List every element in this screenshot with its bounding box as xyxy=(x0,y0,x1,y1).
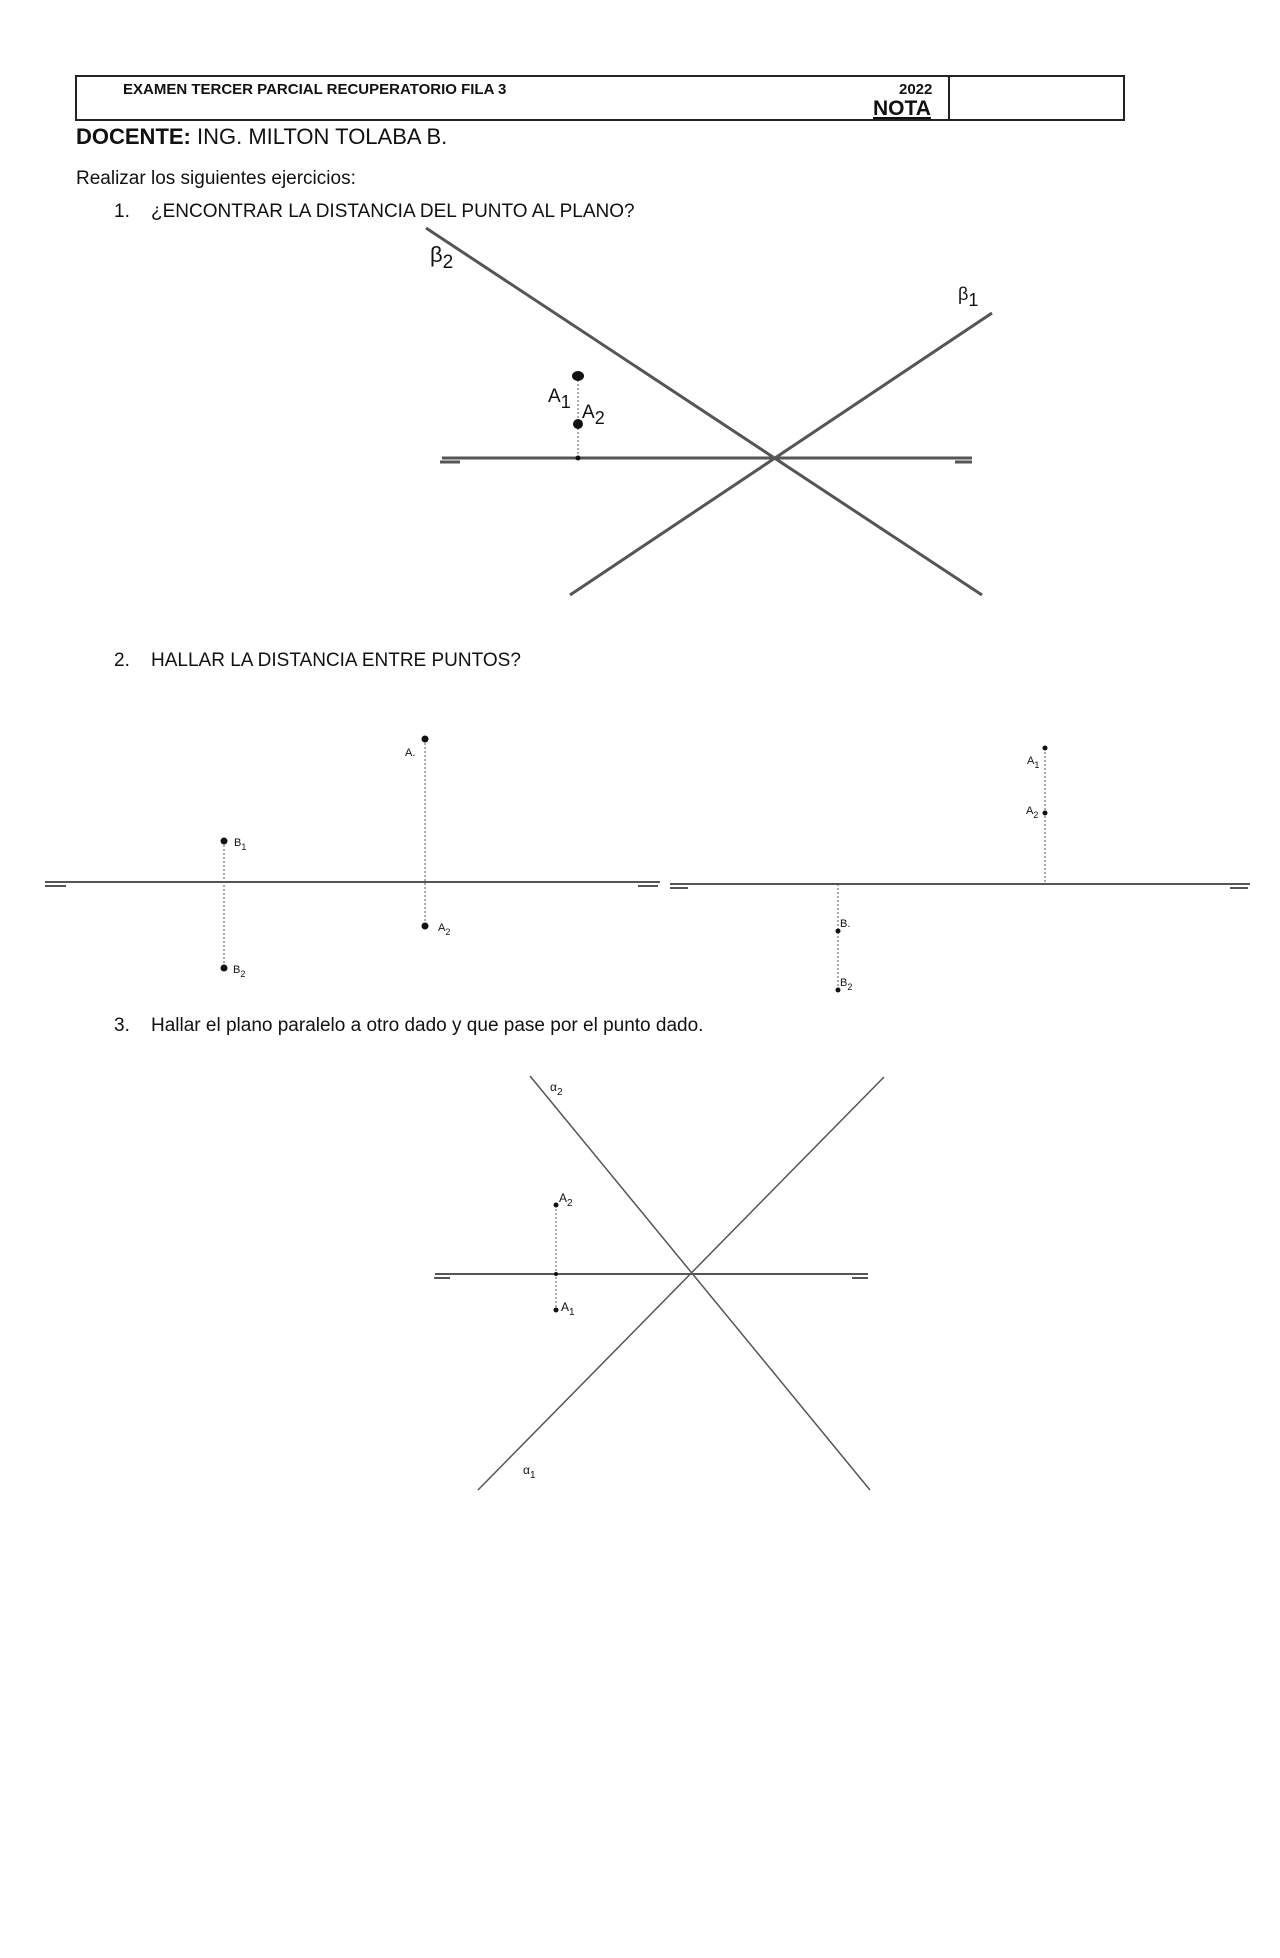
figure-3 xyxy=(434,1076,884,1490)
instructions: Realizar los siguientes ejercicios: xyxy=(76,168,356,189)
point-b1 xyxy=(221,838,228,845)
label-a1: $A_1$ xyxy=(1027,755,1040,770)
label-b2: $B_2$ xyxy=(840,977,853,992)
plane-trace-beta2 xyxy=(426,228,982,595)
point-a1 xyxy=(1043,746,1048,751)
point-b2 xyxy=(221,965,228,972)
figure-2-right xyxy=(670,748,1250,990)
teacher-name: ING. MILTON TOLABA B. xyxy=(197,124,448,149)
plane-trace-alpha1 xyxy=(478,1077,884,1490)
teacher-label: DOCENTE: xyxy=(76,124,191,149)
figure-2-left-points xyxy=(221,736,429,972)
question-number: 3. xyxy=(114,1015,130,1036)
point-a1 xyxy=(572,371,584,381)
grade-label: NOTA xyxy=(873,97,931,120)
plane-trace-beta1 xyxy=(570,313,992,595)
label-b1: $B_1$ xyxy=(234,837,247,852)
label-a2: $A_2$ xyxy=(438,922,451,937)
label-a1: A1 xyxy=(548,386,571,412)
ground-intersection-point xyxy=(576,456,581,461)
point-a xyxy=(422,736,429,743)
point-a2 xyxy=(1043,811,1048,816)
figure-2-left xyxy=(45,739,660,968)
question-number: 2. xyxy=(114,650,130,671)
question-text: HALLAR LA DISTANCIA ENTRE PUNTOS? xyxy=(151,650,521,671)
label-a1: $A_1$ xyxy=(561,1300,575,1318)
plane-trace-alpha2 xyxy=(530,1076,870,1490)
label-beta2: β2 xyxy=(430,242,454,273)
label-alpha1: $\alpha_1$ xyxy=(523,1463,536,1481)
point-a2 xyxy=(554,1203,559,1208)
label-a2: A2 xyxy=(582,402,605,428)
label-alpha2: $\alpha_2$ xyxy=(550,1080,563,1098)
figure-1 xyxy=(426,228,992,595)
label-b2: $B_2$ xyxy=(233,964,246,979)
point-a1 xyxy=(554,1308,559,1313)
point-a2 xyxy=(422,923,429,930)
label-a: A. xyxy=(405,747,416,759)
label-beta1: β1 xyxy=(958,284,979,310)
question-text: Hallar el plano paralelo a otro dado y que pase por el punto dado. xyxy=(151,1015,704,1036)
figure-2-right-points xyxy=(836,746,1048,993)
label-a2: $A_2$ xyxy=(559,1191,573,1209)
question-number: 1. xyxy=(114,201,130,222)
exam-title: EXAMEN TERCER PARCIAL RECUPERATORIO FILA 3 xyxy=(123,81,507,98)
ground-intersection-point xyxy=(554,1272,558,1276)
label-b: B. xyxy=(840,918,851,930)
exam-year: 2022 xyxy=(899,81,933,98)
label-a2: $A_2$ xyxy=(1026,805,1039,820)
question-text: ¿ENCONTRAR LA DISTANCIA DEL PUNTO AL PLANO? xyxy=(151,201,635,222)
